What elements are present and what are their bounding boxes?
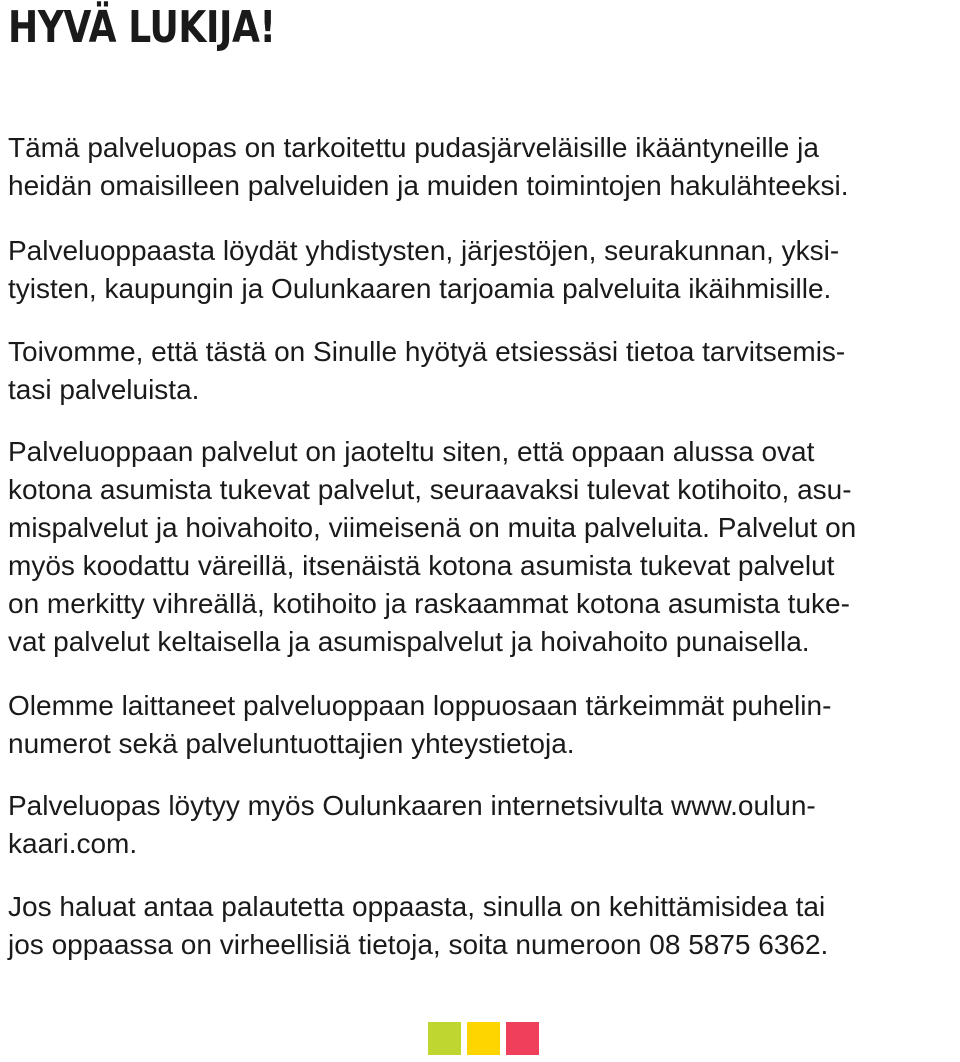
paragraph-feedback <box>8 888 828 964</box>
text-line: Olemme laittaneet palveluoppaan loppuosaan tärkeimmät puhelin- <box>8 690 832 721</box>
text-line: kotona asumista tukevat palvelut, seuraavaksi tulevat kotihoito, asu- <box>8 474 852 505</box>
paragraph-sources <box>8 232 839 308</box>
paragraph-phone-numbers <box>8 687 831 763</box>
paragraph-structure <box>8 433 856 661</box>
text-line: Toivomme, että tästä on Sinulle hyötyä etsiessäsi tietoa tarvitsemis- <box>8 336 846 367</box>
text-line: Palveluoppaasta löydät yhdistysten, järjestöjen, seurakunnan, yksi- <box>8 235 840 266</box>
text-line: myös koodattu väreillä, itsenäistä kotona asumista tukevat palvelut <box>8 550 835 581</box>
text-line: Jos haluat antaa palautetta oppaasta, sinulla on kehittämisidea tai <box>8 891 826 922</box>
text-line: Palveluoppaan palvelut on jaoteltu siten, että oppaan alussa ovat <box>8 436 815 467</box>
text-line: vat palvelut keltaisella ja asumispalvelut ja hoivahoito punaisella. <box>8 626 810 657</box>
text-line: tasi palveluista. <box>8 374 200 405</box>
text-line: Palveluopas löytyy myös Oulunkaaren internetsivulta www.oulun- <box>8 790 816 821</box>
green-swatch <box>428 1022 461 1055</box>
text-line: heidän omaisilleen palveluiden ja muiden toimintojen hakulähteeksi. <box>8 170 849 201</box>
color-code-swatches <box>428 1022 539 1055</box>
yellow-swatch <box>467 1022 500 1055</box>
red-swatch <box>506 1022 539 1055</box>
document-page <box>8 0 953 960</box>
paragraph-intro <box>8 129 849 205</box>
text-line: kaari.com. <box>8 828 138 859</box>
text-line: on merkitty vihreällä, kotihoito ja raskaammat kotona asumista tuke- <box>8 588 850 619</box>
text-line: Tämä palveluopas on tarkoitettu pudasjärveläisille ikääntyneille ja <box>8 132 819 163</box>
paragraph-website <box>8 787 816 863</box>
text-line: numerot sekä palveluntuottajien yhteystietoja. <box>8 728 575 759</box>
text-line: jos oppaassa on virheellisiä tietoja, soita numeroon 08 5875 6362. <box>8 929 829 960</box>
paragraph-wish <box>8 333 845 409</box>
text-line: tyisten, kaupungin ja Oulunkaaren tarjoamia palveluita ikäihmisille. <box>8 273 832 304</box>
page-title: HYVÄ LUKIJA! <box>8 2 276 53</box>
text-line: mispalvelut ja hoivahoito, viimeisenä on muita palveluita. Palvelut on <box>8 512 857 543</box>
